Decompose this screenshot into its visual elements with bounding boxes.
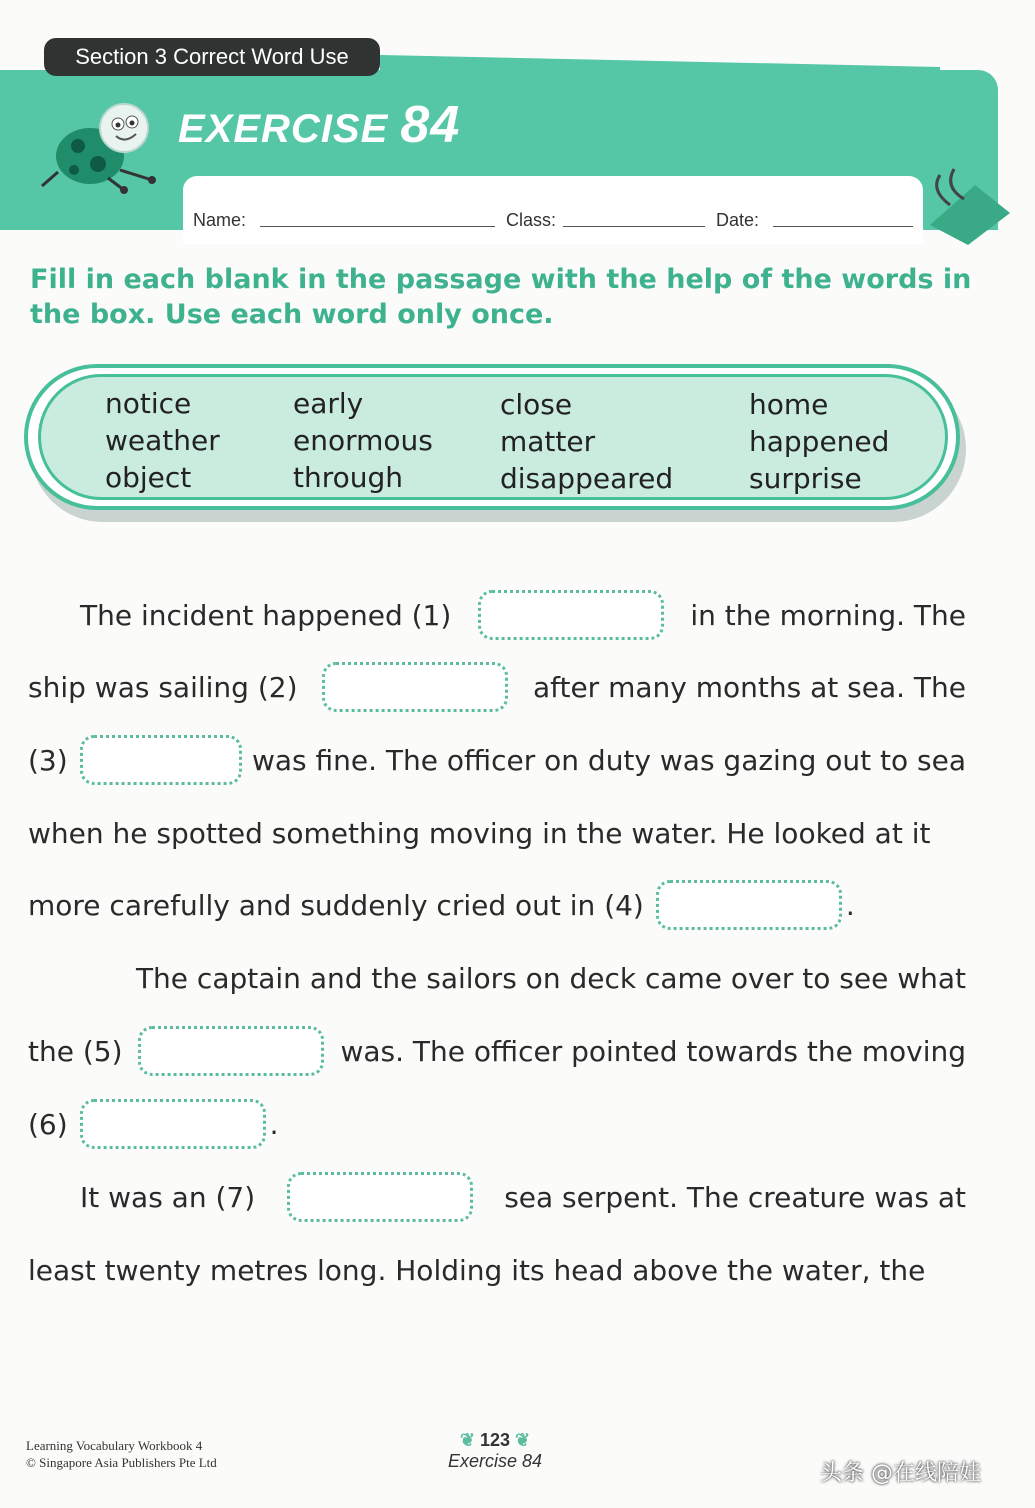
passage-text: It was an (7): [80, 1180, 256, 1214]
passage-line-6: [28, 953, 966, 1003]
passage-text: the (5): [28, 1034, 123, 1068]
word-item: through: [293, 461, 404, 494]
passage-line-4: [28, 808, 966, 858]
passage-text: (6): [28, 1107, 68, 1141]
passage-line-5: [28, 880, 966, 930]
name-field[interactable]: [260, 226, 495, 227]
watermark: 头条 @在线陪娃: [820, 1461, 981, 1486]
passage-text: sea serpent. The creature was at: [504, 1180, 966, 1214]
footer-exercise: Exercise 84: [447, 1451, 543, 1471]
exercise-word: EXERCISE: [178, 107, 389, 151]
ladybug-mascot-icon: [28, 90, 168, 200]
passage-text: ship was sailing (2): [28, 670, 298, 704]
word-item: notice: [105, 387, 192, 420]
leaf-icon: ❦: [515, 1430, 531, 1450]
word-item: surprise: [749, 462, 862, 495]
word-column-4: [749, 386, 889, 497]
blank-4[interactable]: [656, 880, 842, 930]
date-label: Date:: [716, 210, 760, 230]
passage-text: more carefully and suddenly cried out in (4): [28, 888, 644, 922]
word-column-1: [105, 385, 220, 496]
word-item: object: [105, 461, 192, 494]
blank-6[interactable]: [80, 1099, 266, 1149]
passage-line-1: [28, 590, 966, 640]
word-item: weather: [105, 424, 220, 457]
blank-3[interactable]: [80, 735, 242, 785]
passage-line-8: [28, 1099, 966, 1149]
exercise-title: [178, 95, 460, 155]
section-tab: Section 3 Correct Word Use: [44, 38, 380, 76]
binder-clip-icon: [920, 165, 1015, 245]
passage-line-9: [28, 1172, 966, 1222]
passage-line-10: [28, 1245, 966, 1295]
publisher: © Singapore Asia Publishers Pte Ltd: [26, 1455, 217, 1470]
passage-text: The incident happened (1): [80, 598, 452, 632]
word-item: happened: [749, 425, 890, 458]
passage-text: .: [269, 1107, 279, 1141]
passage-line-7: [28, 1026, 966, 1076]
date-field[interactable]: [773, 226, 913, 227]
passage-text: least twenty metres long. Holding its head above the water, the: [28, 1253, 926, 1287]
instruction-text: Fill in each blank in the passage with the help of the words in the box. Use each word only once.: [30, 264, 972, 330]
page-number: 123: [479, 1430, 511, 1450]
passage-text: when he spotted something moving in the water. He looked at it: [28, 816, 931, 850]
exercise-number: 84: [400, 96, 461, 154]
word-item: matter: [500, 425, 596, 458]
word-item: close: [500, 388, 573, 421]
blank-7[interactable]: [287, 1172, 473, 1222]
word-column-3: [500, 386, 673, 497]
word-item: home: [749, 388, 829, 421]
passage-line-3: [28, 735, 966, 785]
blank-1[interactable]: [478, 590, 664, 640]
passage-text: .: [845, 888, 855, 922]
footer-credits: [26, 1437, 217, 1471]
book-title: Learning Vocabulary Workbook 4: [26, 1438, 203, 1453]
passage-text: was. The officer pointed towards the moving: [340, 1034, 966, 1068]
word-item: enormous: [293, 424, 433, 457]
passage-text: after many months at sea. The: [532, 670, 966, 704]
word-column-2: [293, 385, 433, 496]
blank-5[interactable]: [138, 1026, 324, 1076]
word-item: early: [293, 387, 364, 420]
leaf-icon: ❦: [459, 1430, 475, 1450]
word-item: disappeared: [500, 462, 674, 495]
class-field[interactable]: [563, 226, 705, 227]
name-label: Name:: [193, 210, 247, 230]
passage-line-2: [28, 662, 966, 712]
passage-text: The captain and the sailors on deck came over to see what: [135, 961, 966, 995]
passage-text: (3): [28, 743, 68, 777]
page-number-block: [440, 1430, 550, 1472]
passage-text: in the morning. The: [690, 598, 966, 632]
blank-2[interactable]: [322, 662, 508, 712]
class-label: Class:: [506, 210, 557, 230]
passage-text: was fine. The officer on duty was gazing out to sea: [251, 743, 966, 777]
